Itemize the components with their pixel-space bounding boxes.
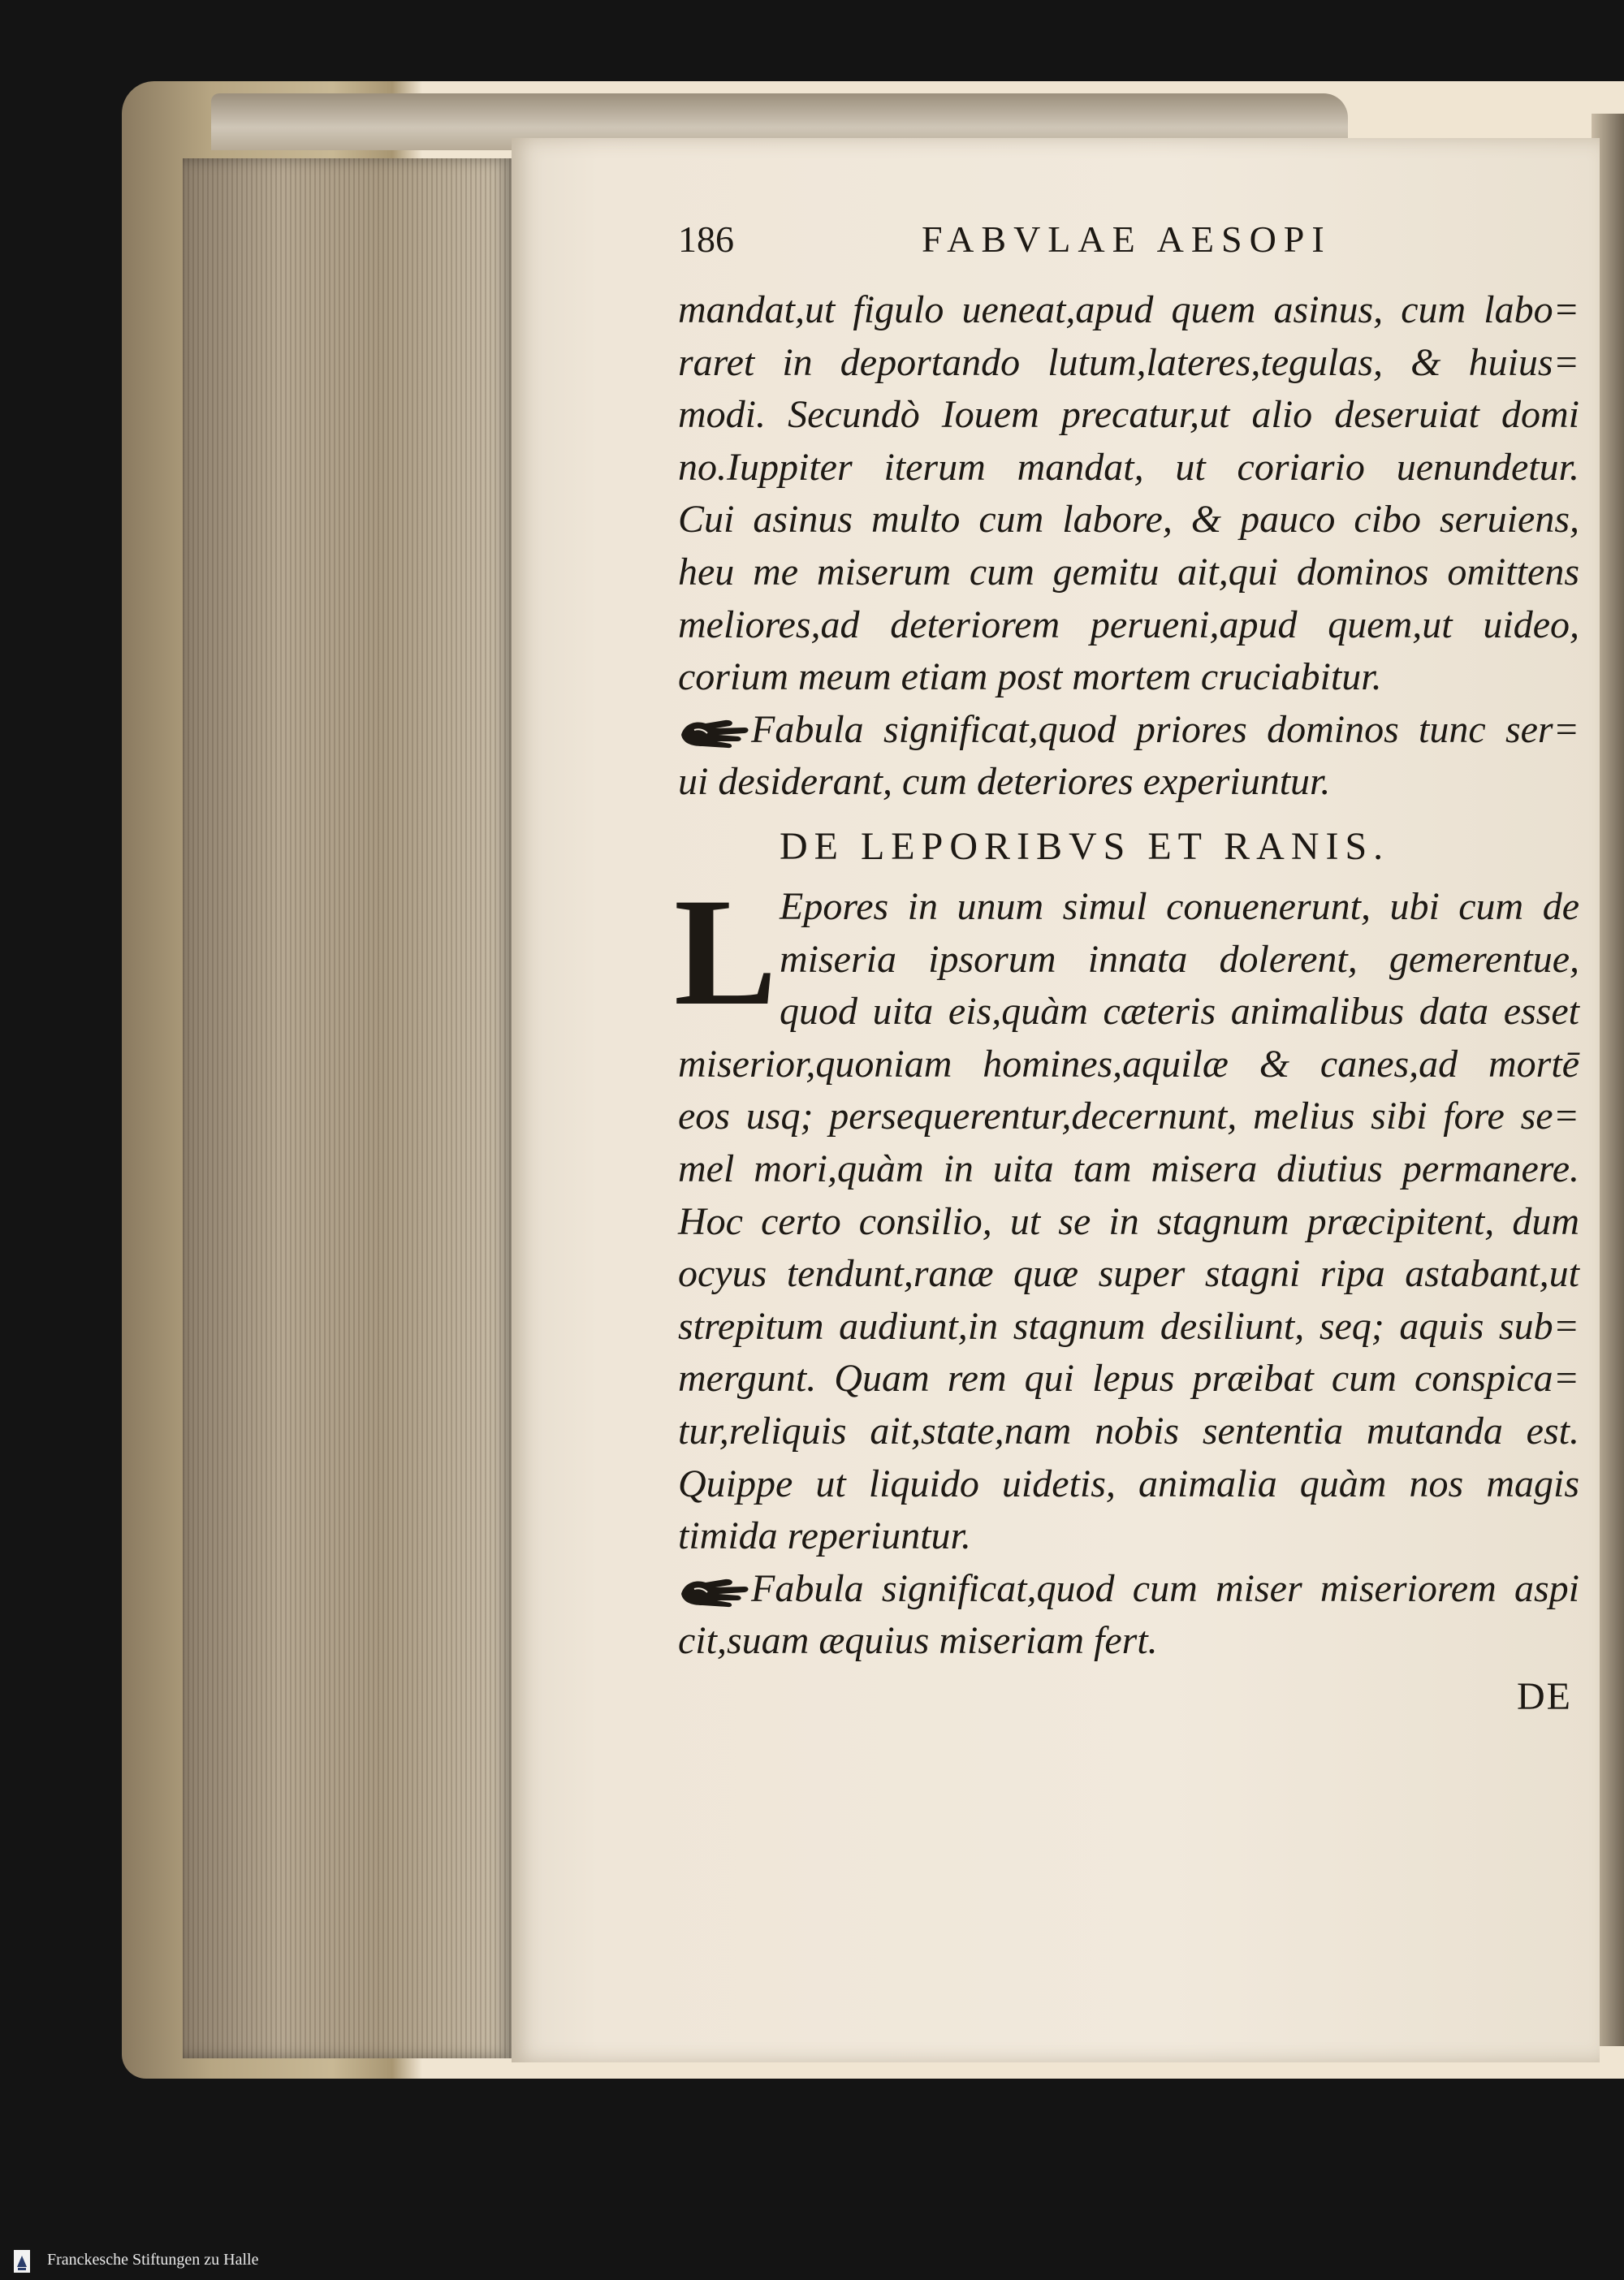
text-line: strepitum audiunt,in stagnum desiliunt, seq; aquis sub= <box>678 1304 1579 1348</box>
text-line: eos usq; persequerentur,decernunt, melius sibi fore se= <box>678 1095 1579 1138</box>
text-line: mel mori,quàm in uita tam misera diutius permanere. <box>678 1146 1579 1190</box>
text-line: tur,reliquis ait,state,nam nobis sententia mutanda est. <box>678 1409 1579 1453</box>
institution-logo-icon <box>13 2249 31 2274</box>
fable-heading: DE LEPORIBVS ET RANIS. <box>780 825 1390 868</box>
page-number: 186 <box>678 218 734 260</box>
catchword: DE <box>1517 1675 1572 1718</box>
manicule-icon <box>678 1571 751 1609</box>
text-line: modi. Secundò Iouem precatur,ut alio deseruiat domi <box>678 393 1579 437</box>
moral <box>678 1563 1579 1616</box>
fable-text <box>678 881 1579 1668</box>
text-line: Quippe ut liquido uidetis, animalia quàm nos magis <box>678 1462 1579 1505</box>
text-line: Hoc certo consilio, ut se in stagnum præcipitent, dum <box>678 1199 1579 1243</box>
running-title: FABVLAE AESOPI <box>922 218 1332 260</box>
text-line: meliores,ad deteriorem perueni,apud quem,ut uideo, <box>678 602 1579 646</box>
text-line: timida reperiuntur. <box>678 1514 971 1558</box>
text-line: miseria ipsorum innata dolerent, gemerentue, <box>780 937 1579 981</box>
institution-credit: Franckesche Stiftungen zu Halle <box>47 2251 259 2269</box>
text-line: corium meum etiam post mortem cruciabitur. <box>678 655 1382 699</box>
text-line: raret in deportando lutum,lateres,tegulas, & huius= <box>678 340 1579 384</box>
text-line: ocyus tendunt,ranæ quæ super stagni ripa astabant,ut <box>678 1252 1579 1296</box>
text-line: Epores in unum simul conuenerunt, ubi cum de <box>780 885 1579 928</box>
moral <box>678 704 1579 757</box>
text-line: Cui asinus multo cum labore, & pauco cibo seruiens, <box>678 498 1579 542</box>
text-line: Fabula significat,quod cum miser miseriorem aspi <box>751 1566 1579 1610</box>
text-line: cit,suam æquius miseriam fert. <box>678 1619 1158 1663</box>
text-line: miserior,quoniam homines,aquilæ & canes,ad mortē <box>678 1042 1579 1086</box>
text-line: Fabula significat,quod priores dominos tunc ser= <box>751 707 1579 751</box>
drop-cap-initial: L <box>674 867 777 1038</box>
text-line: ui desiderant, cum deteriores experiuntur. <box>678 760 1331 804</box>
text-line: no.Iuppiter iterum mandat, ut coriario uenundetur. <box>678 445 1579 489</box>
fable-end-text <box>678 284 1579 809</box>
manicule-icon <box>678 712 751 749</box>
text-line: heu me miserum cum gemitu ait,qui dominos omittens <box>678 550 1579 594</box>
running-head <box>678 218 1579 266</box>
text-line: mergunt. Quam rem qui lepus præibat cum conspica= <box>678 1357 1579 1401</box>
text-line: mandat,ut figulo ueneat,apud quem asinus, cum labo= <box>678 288 1579 331</box>
text-line: quod uita eis,quàm cæteris animalibus data esset <box>780 990 1579 1034</box>
page-edges <box>183 158 512 2058</box>
